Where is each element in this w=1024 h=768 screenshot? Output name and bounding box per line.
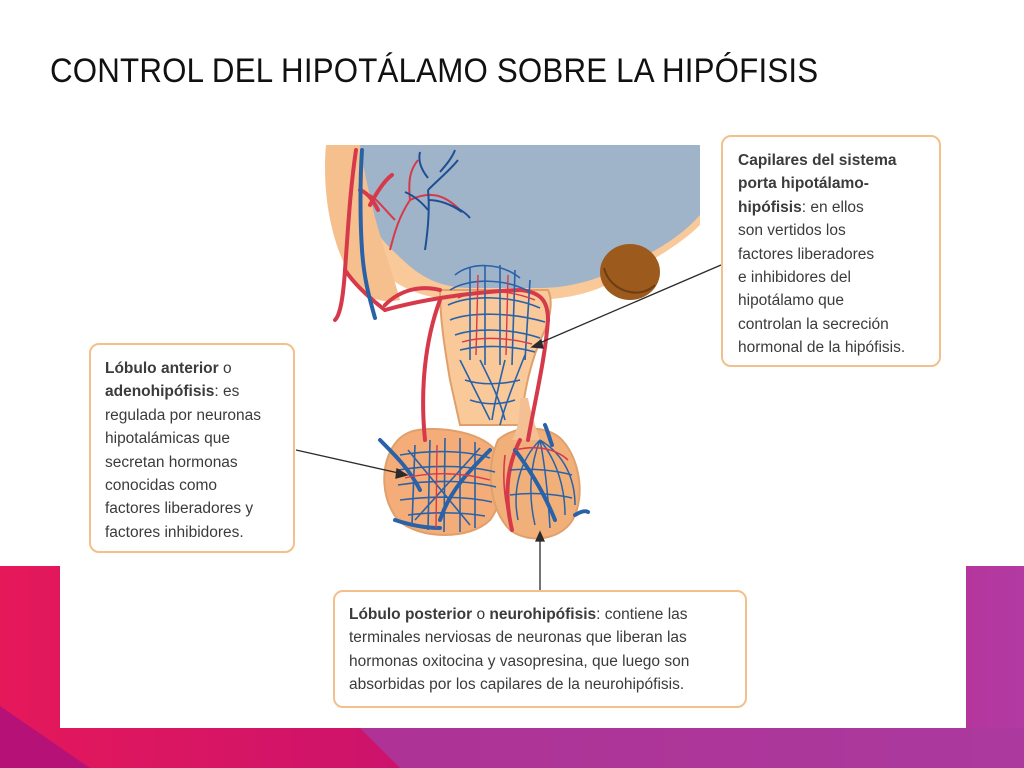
callout-portal-line-5: factores liberadores xyxy=(738,245,875,263)
callout-posterior-lobe xyxy=(333,590,747,708)
callout-anterior-lobe xyxy=(89,343,295,553)
callout-posterior-bold-1: Lóbulo posterior xyxy=(349,606,473,623)
callout-anterior-line-6: conocidas como xyxy=(105,477,218,495)
callout-posterior-line-2: terminales nerviosas de neuronas que liberan las xyxy=(349,629,687,647)
callout-posterior-mid-1: o xyxy=(472,606,490,623)
callout-anterior-rest-1: o xyxy=(218,360,232,377)
callout-portal-line-7: hipotálamo que xyxy=(738,292,844,310)
callout-anterior-rest-2: : es xyxy=(214,383,240,401)
callout-anterior-line-3: regulada por neuronas xyxy=(105,406,261,424)
callout-posterior-line-4: absorbidas por los capilares de la neurohipófisis. xyxy=(349,676,685,694)
callout-portal-rest-3: : en ellos xyxy=(801,198,864,216)
callout-anterior-bold-1: Lóbulo anterior xyxy=(105,360,219,377)
callout-anterior-line-7: factores liberadores y xyxy=(105,500,254,518)
callout-anterior-line-5: secretan hormonas xyxy=(105,453,238,471)
callout-posterior-bold-1b: neurohipófisis xyxy=(489,606,597,623)
callout-portal-line-9: hormonal de la hipófisis. xyxy=(738,339,906,357)
callout-posterior-rest-1: : contiene las xyxy=(596,606,688,623)
callout-anterior-line-8: factores inhibidores. xyxy=(105,523,244,541)
callout-anterior-bold-2: adenohipófisis xyxy=(105,383,215,401)
callout-portal-bold-2: porta hipotálamo- xyxy=(738,175,869,193)
callout-portal-line-4: son vertidos los xyxy=(738,222,846,240)
callout-portal-line-6: e inhibidores del xyxy=(738,269,851,287)
callout-portal-capillaries xyxy=(721,135,941,367)
callout-portal-bold-3: hipófisis xyxy=(738,198,802,216)
callout-portal-line-8: controlan la secreción xyxy=(738,315,889,333)
callout-posterior-line-3: hormonas oxitocina y vasopresina, que luego son xyxy=(349,652,690,670)
callout-anterior-line-4: hipotalámicas que xyxy=(105,430,230,448)
slide-title: CONTROL DEL HIPOTÁLAMO SOBRE LA HIPÓFISIS xyxy=(50,52,819,90)
callout-portal-bold-1: Capilares del sistema xyxy=(738,152,897,169)
